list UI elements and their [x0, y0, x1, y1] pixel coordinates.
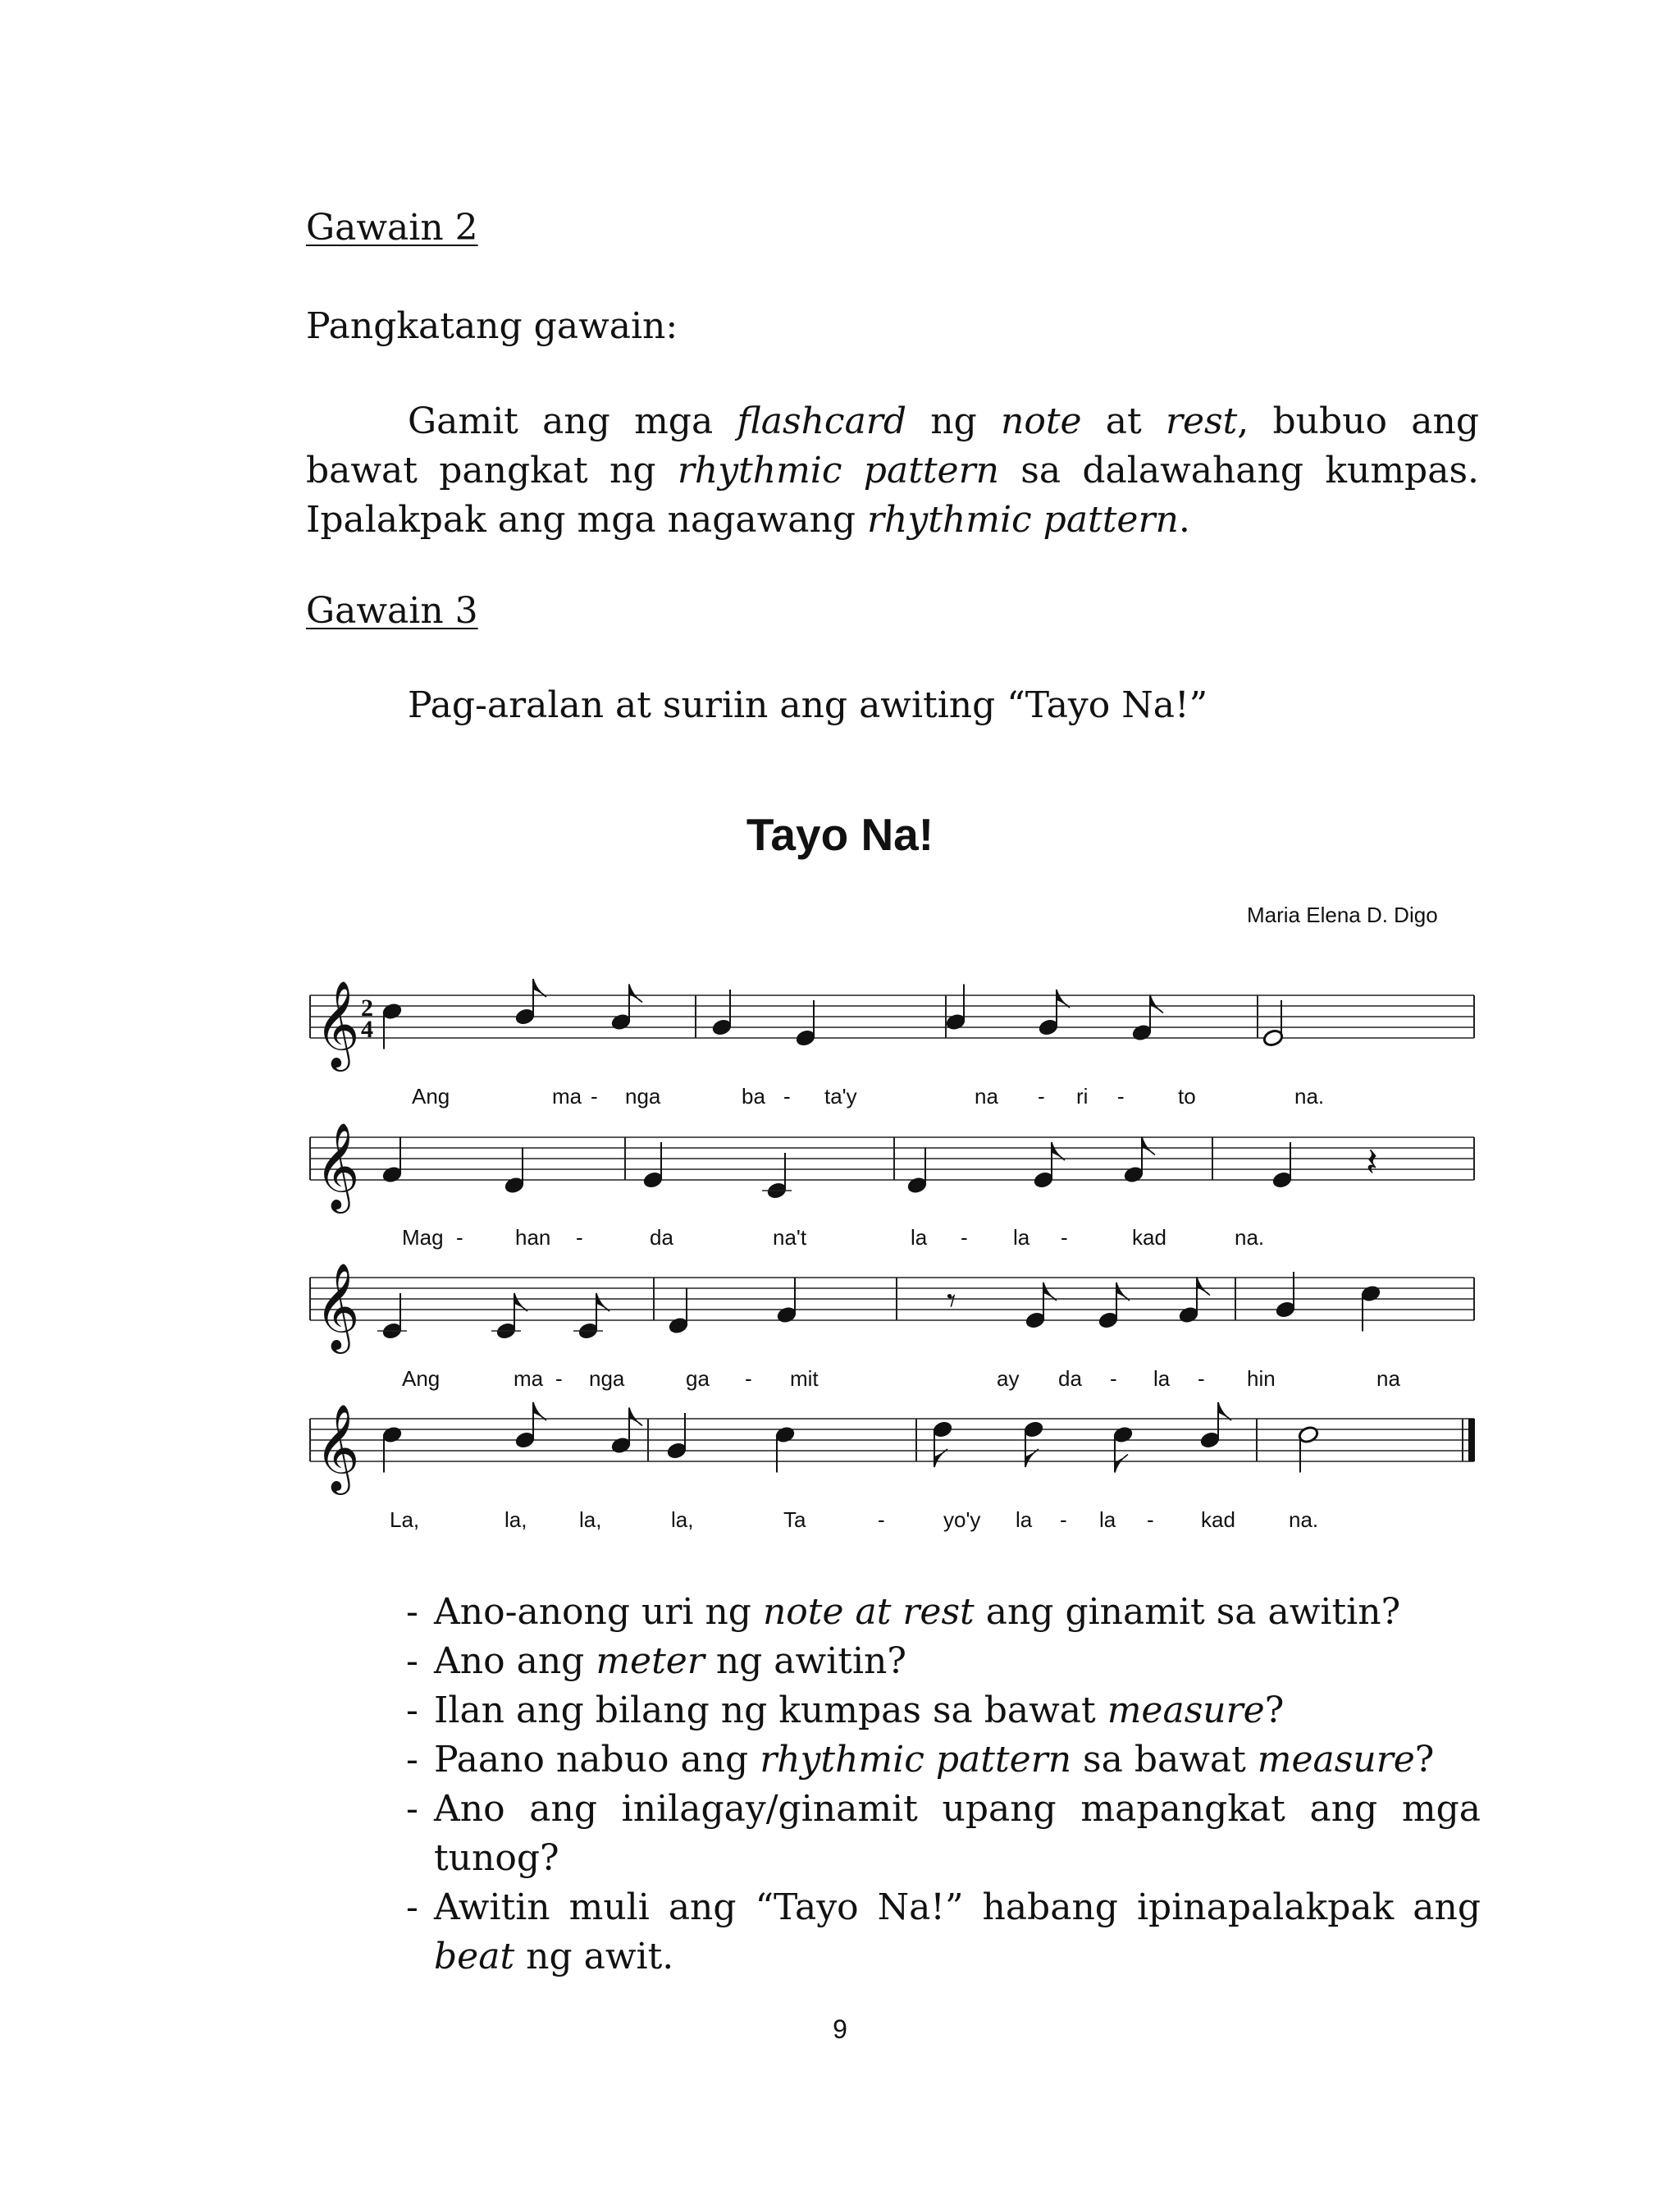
- lyric-syllable: ba: [742, 1084, 765, 1109]
- lyric-syllable: ta'y: [824, 1084, 857, 1109]
- lyric-syllable: -: [1117, 1084, 1125, 1109]
- treble-clef-icon: 𝄞: [315, 1262, 360, 1350]
- note-flag: [533, 979, 546, 997]
- lyric-syllable: na.: [1235, 1225, 1265, 1250]
- note-flag: [1218, 1402, 1231, 1420]
- lyric-syllable: nga: [589, 1366, 625, 1391]
- activity2-subheading: Pangkatang gawain:: [306, 305, 678, 347]
- note-flag: [1052, 1142, 1065, 1160]
- question-emphasis: meter: [596, 1640, 705, 1682]
- lyric-syllable: na: [1376, 1366, 1400, 1391]
- question-text: Awitin muli ang “Tayo Na!” habang ipinapalakpak ang: [434, 1886, 1481, 1928]
- question-text: ang ginamit sa awitin?: [974, 1591, 1401, 1633]
- note-flag: [514, 1293, 527, 1311]
- lyric-syllable: la,: [504, 1507, 527, 1532]
- question-text: ng awitin?: [704, 1640, 906, 1682]
- lyric-syllable: to: [1178, 1084, 1196, 1109]
- lyric-syllable: ma: [552, 1084, 582, 1109]
- activity2-paragraph: Gamit ang mga flashcard ng note at rest, bubuo ang bawat pangkat ng rhythmic pattern sa dalawahang kumpas. Ipalakpak ang mga nagawang rhythmic pattern.: [306, 400, 1480, 541]
- question-dash: -: [406, 1640, 418, 1682]
- quarter-rest-icon: 𝄽: [1366, 1140, 1378, 1186]
- lyric-syllable: -: [1060, 1507, 1067, 1532]
- lyric-syllable: da: [650, 1225, 673, 1250]
- lyric-syllable: -: [555, 1366, 563, 1391]
- lyric-syllable: na: [975, 1084, 998, 1109]
- composer: Maria Elena D. Digo: [1247, 903, 1438, 927]
- note-flag: [1057, 990, 1070, 1008]
- lyric-syllable: Ang: [412, 1084, 450, 1109]
- lyric-syllable: ma: [514, 1366, 544, 1391]
- lyric-syllable: la,: [579, 1507, 602, 1532]
- lyric-syllable: ay: [997, 1366, 1020, 1391]
- question-item: [406, 1588, 1481, 1637]
- lyric-syllable: kad: [1201, 1507, 1235, 1532]
- question-dash: -: [406, 1739, 418, 1781]
- time-signature-bottom: 4: [361, 1016, 373, 1043]
- eighth-rest-icon: 𝄾: [947, 1280, 956, 1322]
- lyric-syllable: hin: [1247, 1366, 1276, 1391]
- lyric-syllable: ri: [1076, 1084, 1089, 1109]
- question-text: ?: [1264, 1689, 1285, 1731]
- question-item: [406, 1686, 1481, 1735]
- lyric-syllable: -: [783, 1084, 791, 1109]
- note-flag: [1150, 995, 1163, 1013]
- question-emphasis: measure: [1257, 1739, 1415, 1781]
- final-bar-thick: [1468, 1419, 1475, 1461]
- note-flag: [1025, 1449, 1039, 1467]
- treble-clef-icon: 𝄞: [315, 980, 360, 1068]
- lyric-syllable: la,: [671, 1507, 694, 1532]
- lyric-syllable: nga: [625, 1084, 661, 1109]
- question-text: ?: [1414, 1739, 1435, 1781]
- question-text: ng awit.: [514, 1936, 674, 1977]
- lyric-syllable: -: [1198, 1366, 1205, 1391]
- lyric-syllable: Ta: [783, 1507, 806, 1532]
- lyric-syllable: -: [1061, 1225, 1068, 1250]
- note-flag: [1115, 1455, 1128, 1473]
- lyric-syllable: han: [515, 1225, 551, 1250]
- lyric-syllable: la: [1016, 1507, 1033, 1532]
- lyric-syllable: Mag: [402, 1225, 444, 1250]
- page-number: 9: [833, 2014, 847, 2044]
- question-dash: -: [406, 1689, 418, 1731]
- note-flag: [934, 1449, 947, 1467]
- question-emphasis: beat: [434, 1936, 515, 1977]
- question-dash: -: [406, 1591, 418, 1633]
- lyric-syllable: yo'y: [943, 1507, 981, 1532]
- lyric-syllable: la: [1099, 1507, 1116, 1532]
- question-text: Ilan ang bilang ng kumpas sa bawat: [434, 1689, 1107, 1731]
- lyric-syllable: la: [1153, 1366, 1171, 1391]
- lyric-syllable: -: [1038, 1084, 1045, 1109]
- note-flag: [1197, 1278, 1210, 1296]
- question-item: [406, 1735, 1481, 1785]
- lyric-syllable: la: [911, 1225, 928, 1250]
- question-item: [406, 1785, 1481, 1883]
- question-emphasis: measure: [1107, 1689, 1265, 1731]
- question-text: Ano-anong uri ng: [434, 1591, 763, 1633]
- question-dash: -: [406, 1788, 418, 1830]
- lyric-syllable: kad: [1132, 1225, 1166, 1250]
- note-flag: [533, 1402, 546, 1420]
- note-flag: [629, 985, 642, 1003]
- lyric-syllable: ga: [686, 1366, 710, 1391]
- lyric-syllable: mit: [790, 1366, 819, 1391]
- lyric-syllable: -: [576, 1225, 583, 1250]
- lyric-syllable: da: [1058, 1366, 1082, 1391]
- question-item: [406, 1637, 1481, 1686]
- note-flag: [629, 1408, 642, 1426]
- question-emphasis: rhythmic pattern: [760, 1739, 1072, 1781]
- lyric-syllable: -: [1147, 1507, 1154, 1532]
- treble-clef-icon: 𝄞: [315, 1122, 360, 1209]
- song-title: Tayo Na!: [746, 809, 934, 860]
- lyric-syllable: Ang: [402, 1366, 441, 1391]
- lyric-syllable: La,: [390, 1507, 420, 1532]
- note-flag: [1116, 1282, 1130, 1301]
- questions-list: [406, 1588, 1481, 1982]
- lyric-syllable: -: [878, 1507, 885, 1532]
- lyric-syllable: -: [591, 1084, 598, 1109]
- question-text: sa bawat: [1071, 1739, 1258, 1781]
- lyric-syllable: la: [1013, 1225, 1030, 1250]
- note-flag: [1142, 1137, 1155, 1155]
- activity3-instruction: Pag-aralan at suriin ang awiting “Tayo Na!”: [408, 684, 1208, 726]
- lyric-syllable: -: [456, 1225, 463, 1250]
- lyric-syllable: -: [961, 1225, 968, 1250]
- question-text: Paano nabuo ang: [434, 1739, 760, 1781]
- question-item: [406, 1883, 1481, 1982]
- question-text: Ano ang inilagay/ginamit upang mapangkat ang mga tunog?: [434, 1788, 1481, 1879]
- question-emphasis: note at rest: [762, 1591, 975, 1633]
- question-text: Ano ang: [434, 1640, 596, 1682]
- note-flag: [596, 1293, 609, 1311]
- lyric-syllable: -: [1110, 1366, 1117, 1391]
- question-dash: -: [406, 1886, 418, 1928]
- lyric-syllable: -: [745, 1366, 752, 1391]
- lyric-syllable: na.: [1294, 1084, 1325, 1109]
- note-flag: [1043, 1282, 1057, 1301]
- lyric-syllable: na.: [1289, 1507, 1319, 1532]
- lyric-syllable: na't: [773, 1225, 807, 1250]
- activity3-heading: Gawain 3: [306, 590, 478, 632]
- activity2-heading: Gawain 2: [306, 207, 478, 249]
- time-signature-top: 2: [361, 994, 373, 1022]
- treble-clef-icon: 𝄞: [315, 1403, 360, 1491]
